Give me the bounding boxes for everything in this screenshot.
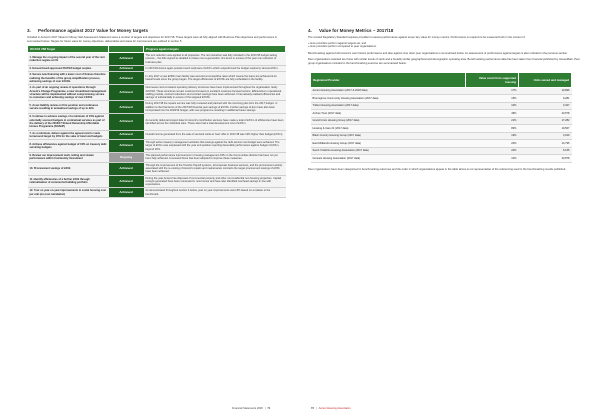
- status-badge: Achieved: [109, 175, 144, 188]
- right-page: [300, 0, 600, 416]
- value-cell: 24%: [466, 147, 519, 155]
- status-badge: Achieved: [109, 85, 144, 101]
- target-row: [28, 140, 286, 153]
- targets-body: [28, 53, 286, 198]
- target-row: [28, 188, 286, 198]
- units-cell: 33,878: [519, 155, 572, 163]
- progress-text: New leaner and consistent operating delivery structures have been implemented throughout the organisation. Early 2017/18. These structures remain customer-focused on excellent customer-focused service. Efficiencies in operational staffing provide, contract reductions and contract savings have been achieved. It has already realised efficiencies and savings of substantially in excess of the targeted £XXXk.: [144, 85, 286, 101]
- peer-row: [311, 102, 572, 110]
- section-4-para-1: The revised Regulatory Standard requires providers to assess performance against seven key value for money metrics. Performance is required to be measured both in the context of:: [308, 36, 526, 39]
- peer-row: [311, 132, 572, 140]
- header-target: 2017/18 VfM Target: [28, 46, 109, 53]
- units-cell: 6,155: [519, 147, 572, 155]
- target-text: 4. As part of an ongoing review of operations through Accent's Change Programme, a new streamlined management structure will be implemented without compromising service to customers and achieving savings of over £XXXk: [28, 85, 109, 101]
- progress-text: During the year Accent has disposed of commercial property and other non-residential non-housing properties. Capital receipts generated have been reinvested in new homes and have also identified overhead savings in line with expectations.: [144, 175, 286, 188]
- right-footer: 72 | Accent Housing Association: [311, 407, 351, 410]
- header-status: [109, 46, 144, 53]
- peer-row: [311, 155, 572, 163]
- target-text: 5. Asset liability review on firm position and continuous service resulting in annualised savings of up to £2m: [28, 101, 109, 114]
- progress-text: During 2017/18 the repairs service was fully reviewed and planned with the incoming plan from the 2017 budget. In addition to the final terms of the 2017/18 financial year savings of £XXXk. Further savings of £xm have also been incorporated into the 2018/19 budget, with new programme resulting in additional future savings.: [144, 101, 286, 114]
- status-badge: Achieved: [109, 140, 144, 153]
- progress-text: As demonstrated throughout section 4 below, year on year improvements were 8% based on a relative to the benchmark.: [144, 188, 286, 198]
- value-cell: 24%: [466, 140, 519, 148]
- section-4-para-2: Benchmarking against both Accent's own historic performance and also against nine other peer organisations is summarised below. An assessment of performance against targets is also included in the previous section.: [308, 51, 568, 55]
- target-text: 9. Review our improvement work, letting and stream performance within Community Investment: [28, 153, 109, 163]
- status-badge: Achieved: [109, 53, 144, 66]
- right-page-number: 72: [311, 407, 314, 410]
- target-text: 3. Secure new financing with a lower cost of finance therefore realising the benefits of the group simplification process, achieving savings of over £XXXk.: [28, 72, 109, 85]
- section-4-para-4: Peer organisations have been categorised in benchmarking outcomes and the order in which organisations appear in the table above is not representative of the referencing used in the benchmarking results published.: [308, 167, 567, 171]
- target-row: [28, 175, 286, 188]
- section-3-intro: Included in Accent's 2017 Value for Money Self-Assessment Statement were a number of targets and objectives for 2017/18. These targets were all fully aligned with Business Plan objectives and performance is summarised below. Targets for future value for money objectives, deliverables and areas for improvement are outlined in section 5.: [27, 36, 277, 43]
- provider-name: East Midlands Housing Group (2017 data): [311, 140, 466, 148]
- header-provider: Registered Provider: [311, 72, 466, 87]
- left-footer: Financial Statements 2018 | 71: [232, 407, 271, 410]
- value-cell: 83%: [466, 125, 519, 133]
- target-text: 10. Procurement savings of £XXk: [28, 162, 109, 175]
- target-row: [28, 162, 286, 175]
- units-cell: 9,281: [519, 95, 572, 103]
- status-badge: Achieved: [109, 66, 144, 72]
- value-cell: 19%: [466, 132, 519, 140]
- target-text: 11. Identify efficiencies of a further £XXk through rationalisation of commercial building portfolio: [28, 175, 109, 188]
- peer-row: [311, 140, 572, 148]
- target-text: 7. As a minimum, deliver against the agreed void to voids turnaround target by 10% for the sake of total void budgets: [28, 130, 109, 140]
- targets-table: [27, 45, 286, 198]
- header-progress: Progress against targets: [144, 46, 286, 53]
- value-cell: 21%: [466, 117, 519, 125]
- provider-name: Grand Union Housing Group (2017 data): [311, 117, 466, 125]
- provider-name: Black Country Housing Group (2017 data): [311, 132, 466, 140]
- provider-name: Arches Trust (2017 data): [311, 110, 466, 118]
- peer-row: [311, 110, 572, 118]
- progress-text: As recently delivered project data for Accent's contribution services have made a total of £XXm of efficiencies have been identified across the individual sites. These sites had a total development cost of £XXm.: [144, 114, 286, 130]
- progress-text: The rent reduction was applied to all properties. The rent reduction was fully included in the 2017/18 budget setting process – the bids signed as detailed in phase one re-generation; line items in excess of the year one reduction of business plan.: [144, 53, 286, 66]
- peer-body: [311, 87, 572, 162]
- status-badge: Ongoing: [109, 153, 144, 163]
- units-cell: 14,795: [519, 140, 572, 148]
- units-cell: 23,578: [519, 110, 572, 118]
- target-row: [28, 85, 286, 101]
- section-4-title: 4. Value for Money Metrics – 2017/18: [308, 28, 394, 33]
- status-badge: Achieved: [109, 101, 144, 114]
- target-row: [28, 53, 286, 66]
- units-cell: 3,327: [519, 102, 572, 110]
- left-page-number: 71: [267, 407, 271, 410]
- value-cell: 46%: [466, 110, 519, 118]
- bullet-item: » How providers perform against targets set, and: [308, 41, 367, 45]
- section-4-para-3: Peer organisations selected are those with similar levels of stock and a broadly similar geographical and demographic operating area. Benchmarking performance data has been taken from financial published by HouseMark. Peer group organisations included in the benchmarking exercise are summarised below:: [308, 58, 580, 65]
- value-cell: 10%: [466, 102, 519, 110]
- status-badge: Achieved: [109, 130, 144, 140]
- section-3-title: 3. Performance against 2017 Value for Money targets: [27, 28, 149, 33]
- peer-table: [310, 72, 572, 163]
- provider-name: Housing & Care 21 (2017 data): [311, 125, 466, 133]
- progress-text: Through active treasury management activities that savings against the debt service cost budget were achieved. The target of £XXm was surpassed with the year end position reporting favourable performance against budget of £XXm, beyond 10%.: [144, 140, 286, 153]
- target-row: [28, 72, 286, 85]
- provider-name: Trident Housing Association (2017 data): [311, 102, 466, 110]
- target-text: 6. Continue to achieve savings of a minimum of 10% against externally sourced budgets in contractual services as part of the delivery of the 2016/17 Shared Ownership Affordable Homes Programme (SOAHP): [28, 114, 109, 130]
- target-row: [28, 114, 286, 130]
- progress-text: Overall income generated from the sale of serviced voids at ‘best’ offer in 2017/18 was 10% higher than budget (£XXm).: [144, 130, 286, 140]
- status-badge: Achieved: [109, 72, 144, 85]
- value-cell: 10%: [466, 155, 519, 163]
- targets-header-row: [28, 46, 286, 53]
- target-text: 8. Achieve efficiencies against budget of 10% on treasury debt servicing budgets: [28, 140, 109, 153]
- peer-row: [311, 147, 572, 155]
- peer-row: [311, 95, 572, 103]
- progress-text: Through the improvement of the Tranche Payroll systems, all corporate business services, and the procurement activity associated with the re-costing of Accent's repairs and maintenance contracts the target procurement savings of £XXk have been achieved.: [144, 162, 286, 175]
- provider-name: Genesis Housing Association (2017 data): [311, 155, 466, 163]
- status-badge: Achieved: [109, 114, 144, 130]
- value-cell: 17%: [466, 87, 519, 95]
- header-units: Units owned and managed: [519, 72, 572, 87]
- units-cell: 19,567: [519, 125, 572, 133]
- status-badge: Achieved: [109, 162, 144, 175]
- progress-text: In July 2017 a new £250m loan facility was secured at competitive rates which means the loans are achieved at its lowest levels since the group began. The target efficiencies of £XXXk are fully embedded in the facility.: [144, 72, 286, 85]
- peer-row: [311, 125, 572, 133]
- progress-text: In 2017/18 Accent again posted record surpluses of £XXm which outperformed the budget surplus by almost £XXm.: [144, 66, 286, 72]
- peer-header-row: [311, 72, 572, 87]
- header-value: Value count from supported housing: [466, 72, 519, 87]
- target-row: [28, 153, 286, 163]
- target-text: 1. Manage the on-going impact of the second year of the rent reduction regime at 1%: [28, 53, 109, 66]
- progress-text: The planned performance improvement in housing management KPIs in the Communities division has been not yet been fully achieved. A renewed focus has been adopted to improve these measures.: [144, 153, 286, 163]
- target-text: 12. Your on year-on-year improvements in social housing cost per unit (on-cost calculation): [28, 188, 109, 198]
- status-badge: Achieved: [109, 188, 144, 198]
- provider-name: South Yorkshire Housing Association (2017 data): [311, 147, 466, 155]
- bullet-item: » How providers perform compared to peer organisations.: [308, 45, 377, 49]
- value-cell: 15%: [466, 95, 519, 103]
- units-cell: 3,919: [519, 132, 572, 140]
- target-row: [28, 130, 286, 140]
- provider-name: Bromsgrove Community Housing Association (2017 data): [311, 95, 466, 103]
- units-cell: 19,896: [519, 87, 572, 95]
- target-row: [28, 101, 286, 114]
- peer-row: [311, 117, 572, 125]
- target-text: 2. Exceed board approved 2017/18 budget surplus: [28, 66, 109, 72]
- units-cell: 17,282: [519, 117, 572, 125]
- peer-row: [311, 87, 572, 95]
- provider-name: Accent Housing Association (2017 & 2018 data): [311, 87, 466, 95]
